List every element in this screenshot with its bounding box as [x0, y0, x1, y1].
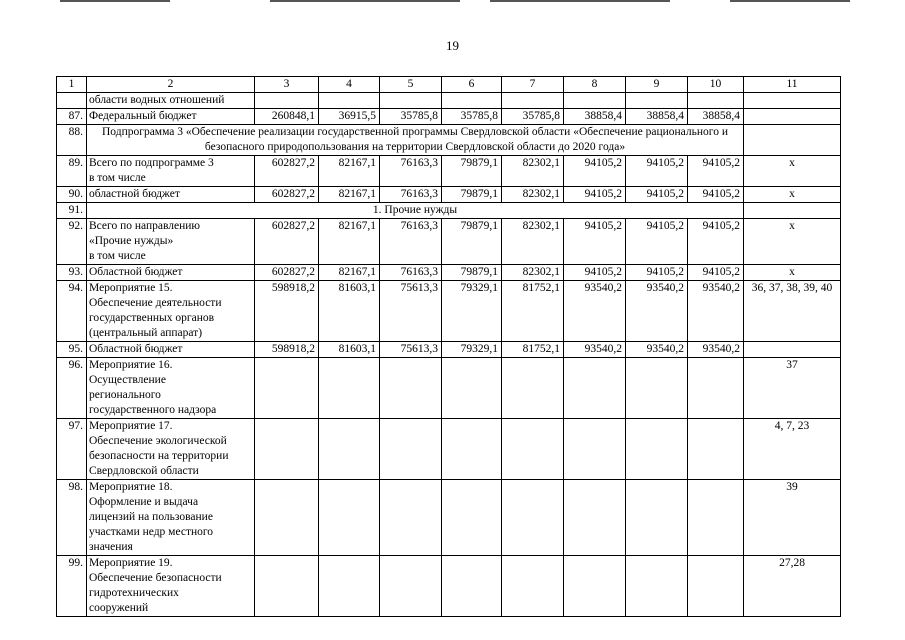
value-cell: 94105,2	[626, 219, 688, 265]
value-cell	[380, 556, 442, 617]
table-row	[57, 342, 841, 358]
value-cell: 94105,2	[626, 156, 688, 187]
value-cell: 79879,1	[442, 265, 502, 281]
value-cell: 81603,1	[319, 342, 380, 358]
value-cell	[502, 480, 564, 556]
reference-cell	[744, 93, 841, 109]
row-number-cell: 91.	[57, 203, 87, 219]
value-cell: 94105,2	[688, 156, 744, 187]
reference-cell: x	[744, 265, 841, 281]
value-cell	[319, 480, 380, 556]
row-number-cell: 89.	[57, 156, 87, 187]
value-cell	[442, 419, 502, 480]
row-name-cell: Мероприятие 15. Обеспечение деятельности государственных органов (центральный аппарат)	[87, 281, 255, 342]
value-cell: 602827,2	[255, 265, 319, 281]
table-row	[57, 93, 841, 109]
value-cell: 82167,1	[319, 187, 380, 203]
row-number-cell: 92.	[57, 219, 87, 265]
value-cell: 94105,2	[688, 187, 744, 203]
row-number-cell: 95.	[57, 342, 87, 358]
value-cell: 81752,1	[502, 281, 564, 342]
value-cell	[319, 556, 380, 617]
value-cell	[626, 556, 688, 617]
top-edge-line	[60, 0, 170, 2]
row-number-cell: 88.	[57, 125, 87, 156]
value-cell: 82167,1	[319, 265, 380, 281]
value-cell: 82167,1	[319, 219, 380, 265]
value-cell	[380, 480, 442, 556]
column-header: 4	[319, 77, 380, 93]
row-number-cell: 87.	[57, 109, 87, 125]
row-name-cell: Мероприятие 18. Оформление и выдача лицензий на пользование участками недр местного значения	[87, 480, 255, 556]
value-cell: 82167,1	[319, 156, 380, 187]
value-cell: 94105,2	[688, 265, 744, 281]
value-cell	[380, 419, 442, 480]
value-cell: 602827,2	[255, 219, 319, 265]
value-cell: 602827,2	[255, 156, 319, 187]
top-edge-line	[270, 0, 460, 2]
reference-cell: x	[744, 156, 841, 187]
table-row	[57, 281, 841, 342]
value-cell	[626, 480, 688, 556]
value-cell: 79329,1	[442, 281, 502, 342]
value-cell: 75613,3	[380, 281, 442, 342]
column-header: 6	[442, 77, 502, 93]
reference-cell: x	[744, 219, 841, 265]
value-cell	[380, 93, 442, 109]
value-cell: 79329,1	[442, 342, 502, 358]
value-cell	[442, 556, 502, 617]
table-cell	[744, 203, 841, 219]
row-number-cell: 93.	[57, 265, 87, 281]
value-cell: 93540,2	[564, 342, 626, 358]
row-name-cell: Мероприятие 19. Обеспечение безопасности гидротехнических сооружений	[87, 556, 255, 617]
value-cell: 81603,1	[319, 281, 380, 342]
table-row	[57, 480, 841, 556]
value-cell	[319, 358, 380, 419]
row-number-cell: 99.	[57, 556, 87, 617]
row-number-cell: 98.	[57, 480, 87, 556]
value-cell	[564, 419, 626, 480]
value-cell: 76163,3	[380, 265, 442, 281]
column-number-row	[57, 77, 841, 93]
value-cell: 36915,5	[319, 109, 380, 125]
value-cell: 82302,1	[502, 265, 564, 281]
value-cell	[502, 419, 564, 480]
value-cell	[564, 480, 626, 556]
reference-cell: x	[744, 187, 841, 203]
column-header: 1	[57, 77, 87, 93]
section-title-cell: Подпрограмма 3 «Обеспечение реализации государственной программы Свердловской области «Обеспечение рационального и безопасного природопользования на территории Свердловской области до 2020 года»	[87, 125, 744, 156]
reference-cell: 37	[744, 358, 841, 419]
value-cell: 94105,2	[626, 187, 688, 203]
row-name-cell: областной бюджет	[87, 187, 255, 203]
value-cell: 75613,3	[380, 342, 442, 358]
table-row	[57, 203, 841, 219]
top-edge-line	[730, 0, 850, 2]
value-cell	[688, 556, 744, 617]
value-cell	[319, 419, 380, 480]
row-name-cell: Федеральный бюджет	[87, 109, 255, 125]
budget-table	[56, 76, 841, 617]
value-cell	[502, 556, 564, 617]
value-cell	[564, 358, 626, 419]
value-cell	[688, 480, 744, 556]
table-row	[57, 419, 841, 480]
table-cell	[744, 125, 841, 156]
value-cell	[688, 419, 744, 480]
value-cell: 94105,2	[564, 265, 626, 281]
value-cell: 38858,4	[564, 109, 626, 125]
value-cell: 76163,3	[380, 187, 442, 203]
column-header: 11	[744, 77, 841, 93]
value-cell	[255, 93, 319, 109]
value-cell	[255, 358, 319, 419]
value-cell: 76163,3	[380, 219, 442, 265]
value-cell: 93540,2	[626, 342, 688, 358]
value-cell: 94105,2	[564, 156, 626, 187]
table-row	[57, 219, 841, 265]
value-cell	[255, 419, 319, 480]
column-header: 5	[380, 77, 442, 93]
column-header: 9	[626, 77, 688, 93]
value-cell: 35785,8	[380, 109, 442, 125]
column-header: 3	[255, 77, 319, 93]
column-header: 10	[688, 77, 744, 93]
value-cell: 93540,2	[688, 281, 744, 342]
value-cell	[688, 358, 744, 419]
value-cell: 76163,3	[380, 156, 442, 187]
value-cell: 598918,2	[255, 342, 319, 358]
row-name-cell: Областной бюджет	[87, 265, 255, 281]
value-cell: 598918,2	[255, 281, 319, 342]
value-cell	[442, 480, 502, 556]
value-cell: 260848,1	[255, 109, 319, 125]
value-cell	[442, 358, 502, 419]
value-cell	[626, 358, 688, 419]
table-row	[57, 187, 841, 203]
value-cell	[564, 93, 626, 109]
row-name-cell: Всего по подпрограмме 3 в том числе	[87, 156, 255, 187]
value-cell	[255, 480, 319, 556]
row-number-cell	[57, 93, 87, 109]
value-cell: 35785,8	[442, 109, 502, 125]
page-number: 19	[446, 38, 459, 53]
top-edge-line	[490, 0, 670, 2]
column-header: 2	[87, 77, 255, 93]
row-name-cell: Всего по направлению «Прочие нужды» в том числе	[87, 219, 255, 265]
value-cell: 38858,4	[688, 109, 744, 125]
value-cell: 93540,2	[688, 342, 744, 358]
section-title-cell: 1. Прочие нужды	[87, 203, 744, 219]
value-cell: 602827,2	[255, 187, 319, 203]
row-name-cell: Мероприятие 17. Обеспечение экологической безопасности на территории Свердловской области	[87, 419, 255, 480]
value-cell: 79879,1	[442, 187, 502, 203]
value-cell	[255, 556, 319, 617]
row-name-cell: области водных отношений	[87, 93, 255, 109]
row-number-cell: 90.	[57, 187, 87, 203]
value-cell: 94105,2	[688, 219, 744, 265]
reference-cell: 27,28	[744, 556, 841, 617]
reference-cell: 4, 7, 23	[744, 419, 841, 480]
table-row	[57, 125, 841, 156]
column-header: 8	[564, 77, 626, 93]
value-cell: 82302,1	[502, 156, 564, 187]
value-cell: 93540,2	[564, 281, 626, 342]
value-cell	[626, 419, 688, 480]
reference-cell	[744, 342, 841, 358]
value-cell: 94105,2	[626, 265, 688, 281]
table-row	[57, 265, 841, 281]
value-cell: 81752,1	[502, 342, 564, 358]
value-cell	[380, 358, 442, 419]
value-cell	[688, 93, 744, 109]
table-row	[57, 358, 841, 419]
value-cell	[319, 93, 380, 109]
value-cell: 79879,1	[442, 156, 502, 187]
row-number-cell: 96.	[57, 358, 87, 419]
value-cell: 38858,4	[626, 109, 688, 125]
value-cell	[502, 93, 564, 109]
reference-cell	[744, 109, 841, 125]
reference-cell: 39	[744, 480, 841, 556]
row-number-cell: 94.	[57, 281, 87, 342]
row-number-cell: 97.	[57, 419, 87, 480]
value-cell	[564, 556, 626, 617]
value-cell: 94105,2	[564, 187, 626, 203]
row-name-cell: Областной бюджет	[87, 342, 255, 358]
value-cell	[626, 93, 688, 109]
row-name-cell: Мероприятие 16. Осуществление регионального государственного надзора	[87, 358, 255, 419]
table-row	[57, 156, 841, 187]
reference-cell: 36, 37, 38, 39, 40	[744, 281, 841, 342]
value-cell: 82302,1	[502, 219, 564, 265]
column-header: 7	[502, 77, 564, 93]
value-cell: 94105,2	[564, 219, 626, 265]
value-cell: 79879,1	[442, 219, 502, 265]
value-cell	[442, 93, 502, 109]
value-cell	[502, 358, 564, 419]
table-row	[57, 109, 841, 125]
value-cell: 35785,8	[502, 109, 564, 125]
table-row	[57, 556, 841, 617]
value-cell: 82302,1	[502, 187, 564, 203]
value-cell: 93540,2	[626, 281, 688, 342]
